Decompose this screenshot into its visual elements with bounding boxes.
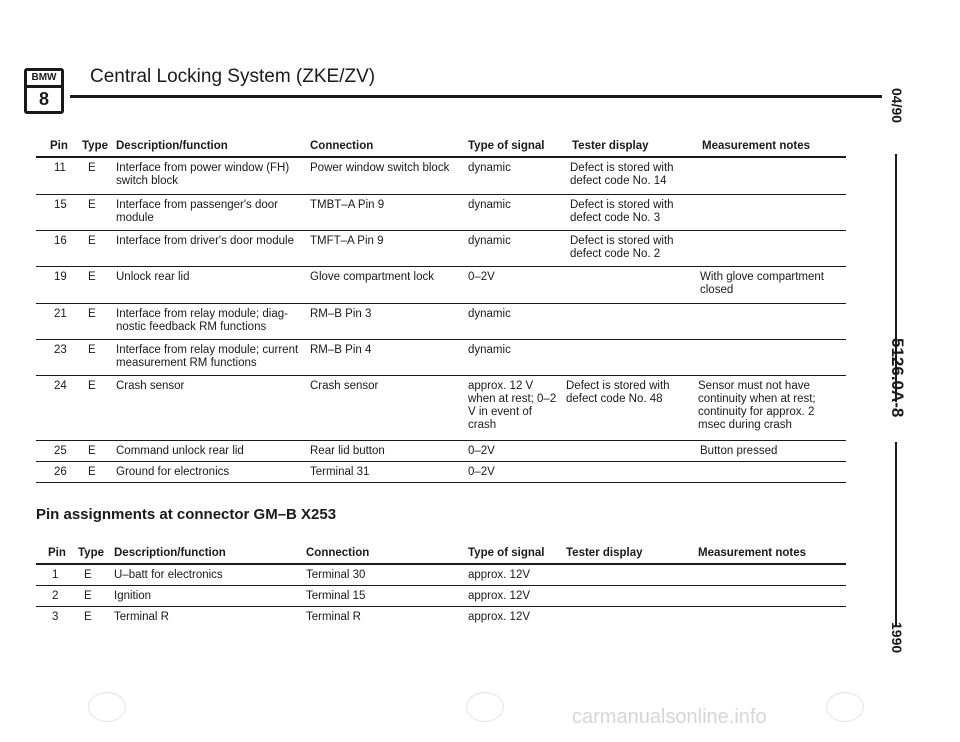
col-tester: Tester display [566,547,643,559]
table-row [36,563,846,585]
col-notes: Measurement notes [702,140,811,152]
col-description: Description/function [114,547,226,559]
cell-type: E [88,199,96,211]
cell-connection: Terminal R [306,611,361,623]
col-type: Type [78,547,104,559]
cell-type: E [84,611,92,623]
side-divider [895,442,897,570]
table-row [36,461,846,482]
table-header [36,543,846,563]
col-tester: Tester display [572,140,649,152]
cell-signal: 0–2V [468,271,495,283]
cell-description: Interface from relay module; diag-nostic feedback RM functions [116,308,288,333]
cell-type: E [88,162,96,174]
cell-tester: Defect is stored with defect code No. 3 [570,199,674,224]
cell-tester: Defect is stored with defect code No. 2 [570,235,674,260]
cell-pin: 15 [54,199,67,211]
cell-notes: Button pressed [700,445,778,457]
cell-connection: Terminal 30 [306,569,366,581]
cell-connection: RM–B Pin 3 [310,308,372,320]
cell-pin: 23 [54,344,67,356]
cell-type: E [88,445,96,457]
cell-description: Unlock rear lid [116,271,190,283]
cell-tester: Defect is stored with defect code No. 48 [566,380,670,405]
cell-signal: dynamic [468,344,511,356]
cell-signal: 0–2V [468,445,495,457]
table-row [36,375,846,440]
cell-type: E [84,590,92,602]
cell-connection: Rear lid button [310,445,385,457]
section-title: Pin assignments at connector GM–B X253 [36,506,337,523]
cell-connection: Crash sensor [310,380,379,392]
cell-pin: 19 [54,271,67,283]
cell-signal: dynamic [468,308,511,320]
cell-description: Command unlock rear lid [116,445,244,457]
cell-description: Interface from passenger's door module [116,199,278,224]
table-row [36,303,846,339]
page-title: Central Locking System (ZKE/ZV) [90,66,376,87]
table-row [36,585,846,606]
side-divider [895,602,897,610]
cell-type: E [88,235,96,247]
cell-type: E [88,380,96,392]
col-notes: Measurement notes [698,547,807,559]
pin-table-x253 [36,543,846,627]
cell-pin: 3 [52,611,59,623]
table-header [36,136,846,156]
bmw-logo [24,68,64,114]
cell-connection: Terminal 31 [310,466,370,478]
cell-connection: TMFT–A Pin 9 [310,235,384,247]
col-pin: Pin [48,547,66,559]
side-code: 5126.0A-8 [888,338,907,418]
cell-description: Crash sensor [116,380,185,392]
cell-pin: 24 [54,380,67,392]
cell-pin: 1 [52,569,59,581]
logo-text-bottom: 8 [27,88,61,111]
punch-hole-mark [826,692,864,722]
punch-hole-mark [88,692,126,722]
cell-description: Interface from relay module; current measurement RM functions [116,344,299,369]
table-row [36,339,846,375]
col-signal: Type of signal [468,547,545,559]
cell-pin: 11 [54,162,66,174]
cell-tester: Defect is stored with defect code No. 14 [570,162,674,187]
title-divider [70,95,882,98]
cell-signal: dynamic [468,199,511,211]
table-row [36,266,846,303]
col-pin: Pin [50,140,68,152]
cell-connection: Power window switch block [310,162,450,174]
cell-signal: 0–2V [468,466,495,478]
cell-connection: Glove compartment lock [310,271,434,283]
cell-pin: 26 [54,466,67,478]
cell-pin: 16 [54,235,67,247]
col-connection: Connection [306,547,370,559]
cell-type: E [88,308,96,320]
cell-pin: 2 [52,590,59,602]
table-row [36,156,846,194]
col-type: Type [82,140,108,152]
cell-connection: TMBT–A Pin 9 [310,199,385,211]
table-bottom-rule [36,482,846,483]
pin-table-main [36,136,846,483]
table-row [36,440,846,461]
cell-pin: 21 [54,308,67,320]
table-row [36,194,846,230]
col-signal: Type of signal [468,140,545,152]
cell-signal: dynamic [468,235,511,247]
cell-description: Terminal R [114,611,169,623]
cell-connection: RM–B Pin 4 [310,344,372,356]
col-description: Description/function [116,140,228,152]
cell-description: Interface from driver's door module [116,235,294,247]
cell-description: Ignition [114,590,152,602]
cell-signal: approx. 12V [468,590,531,602]
cell-description: Interface from power window (FH) switch block [116,162,290,187]
cell-notes: Sensor must not have continuity when at rest; continuity for approx. 2 msec during crash [698,380,816,431]
cell-description: Ground for electronics [116,466,230,478]
table-row [36,606,846,627]
cell-signal: approx. 12 V when at rest; 0–2 V in event of crash [468,380,557,431]
cell-notes: With glove compartment closed [700,271,824,296]
cell-signal: dynamic [468,162,511,174]
cell-type: E [88,466,96,478]
cell-connection: Terminal 15 [306,590,366,602]
watermark: carmanualsonline.info [572,706,767,728]
cell-type: E [88,271,96,283]
cell-description: U–batt for electronics [114,569,223,581]
col-connection: Connection [310,140,374,152]
cell-signal: approx. 12V [468,611,531,623]
side-date: 04/90 [889,88,905,124]
logo-text-top: BMW [27,71,61,85]
side-year: 1990 [889,622,905,654]
cell-signal: approx. 12V [468,569,531,581]
cell-type: E [88,344,96,356]
table-row [36,230,846,266]
punch-hole-mark [466,692,504,722]
cell-type: E [84,569,92,581]
cell-pin: 25 [54,445,67,457]
